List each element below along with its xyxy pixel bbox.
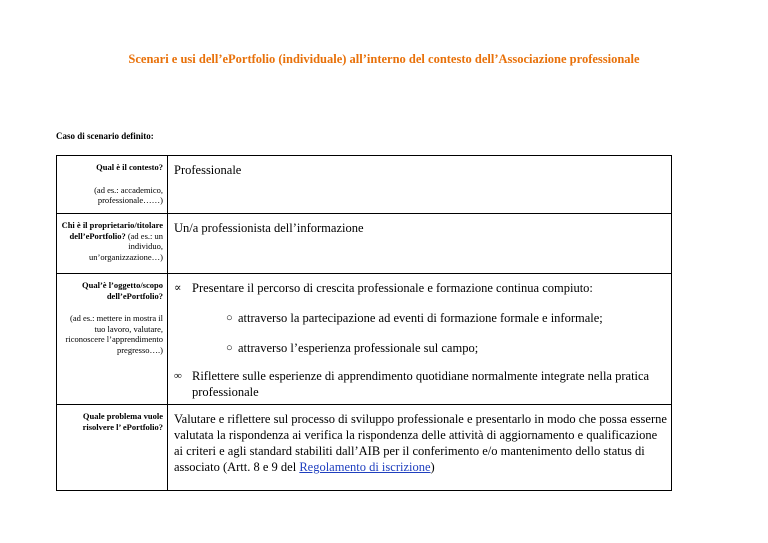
purpose-sub-1-text: attraverso la partecipazione ad eventi di formazione formale e informale; [238, 311, 603, 325]
answer-problem-end: ) [430, 460, 435, 474]
purpose-bullet-2 [174, 368, 667, 400]
question-owner: Chi è il proprietario/titolare dell’ePortfolio? [61, 220, 163, 241]
purpose-bullet-2-text: Riflettere sulle esperienze di apprendimento quotidiane normalmente integrate nella pratica professionale [192, 369, 650, 399]
page-title: Scenari e usi dell’ePortfolio (individuale) all’interno del contesto dell’Associazione professionale [128, 52, 640, 66]
answer-context: Professionale [174, 163, 242, 177]
table-row-owner [57, 214, 672, 274]
answer-owner: Un/a professionista dell’informazione [174, 221, 364, 235]
answer-problem-text: Valutare e riflettere sul processo di sviluppo professionale e presentarlo in modo che possa esserne valutata la rispondenza ai verifica la rispondenza delle attività di aggiornamento e qualificazione ai criteri e agli standard stabiliti dall’AIB per il conferimento e/o mantenimento dello status di associato (Artt. 8 e 9 del [174, 412, 667, 474]
bullet-icon: ∝ [174, 282, 182, 294]
answer-cell [168, 405, 672, 491]
purpose-bullet-1 [174, 280, 667, 296]
infinity-bullet-icon: ∞ [174, 370, 182, 382]
question-cell [57, 405, 168, 491]
table-row-purpose [57, 274, 672, 405]
example-context: (ad es.: accademico, professionale……) [94, 184, 163, 205]
question-problem: Quale problema vuole risolvere l’ ePortfolio? [82, 411, 163, 432]
circle-bullet-icon: ○ [226, 312, 233, 324]
table-row-context [57, 156, 672, 214]
purpose-bullet-1-text: Presentare il percorso di crescita professionale e formazione continua compiuto: [192, 281, 593, 295]
purpose-sub-2-text: attraverso l’esperienza professionale sul campo; [238, 341, 479, 355]
answer-cell [168, 156, 672, 214]
circle-bullet-icon: ○ [226, 342, 233, 354]
question-cell [57, 156, 168, 214]
example-owner: (ad es.: un individuo, un’organizzazione…) [89, 230, 163, 262]
scenario-table [56, 155, 672, 491]
answer-cell [168, 214, 672, 274]
purpose-sub-2 [174, 340, 667, 356]
question-purpose: Qual’è l’oggetto/scopo dell’ePortfolio? [82, 280, 163, 301]
example-purpose: (ad es.: mettere in mostra il tuo lavoro, valutare, riconoscere l’apprendimento pregresso….) [65, 313, 163, 355]
regolamento-link[interactable]: Regolamento di iscrizione [299, 460, 431, 474]
question-cell [57, 214, 168, 274]
question-context: Qual è il contesto? [96, 162, 163, 172]
answer-cell [168, 274, 672, 405]
scenario-caption: Caso di scenario definito: [56, 131, 154, 141]
table-row-problem [57, 405, 672, 491]
question-cell [57, 274, 168, 405]
purpose-sub-1 [174, 310, 667, 326]
